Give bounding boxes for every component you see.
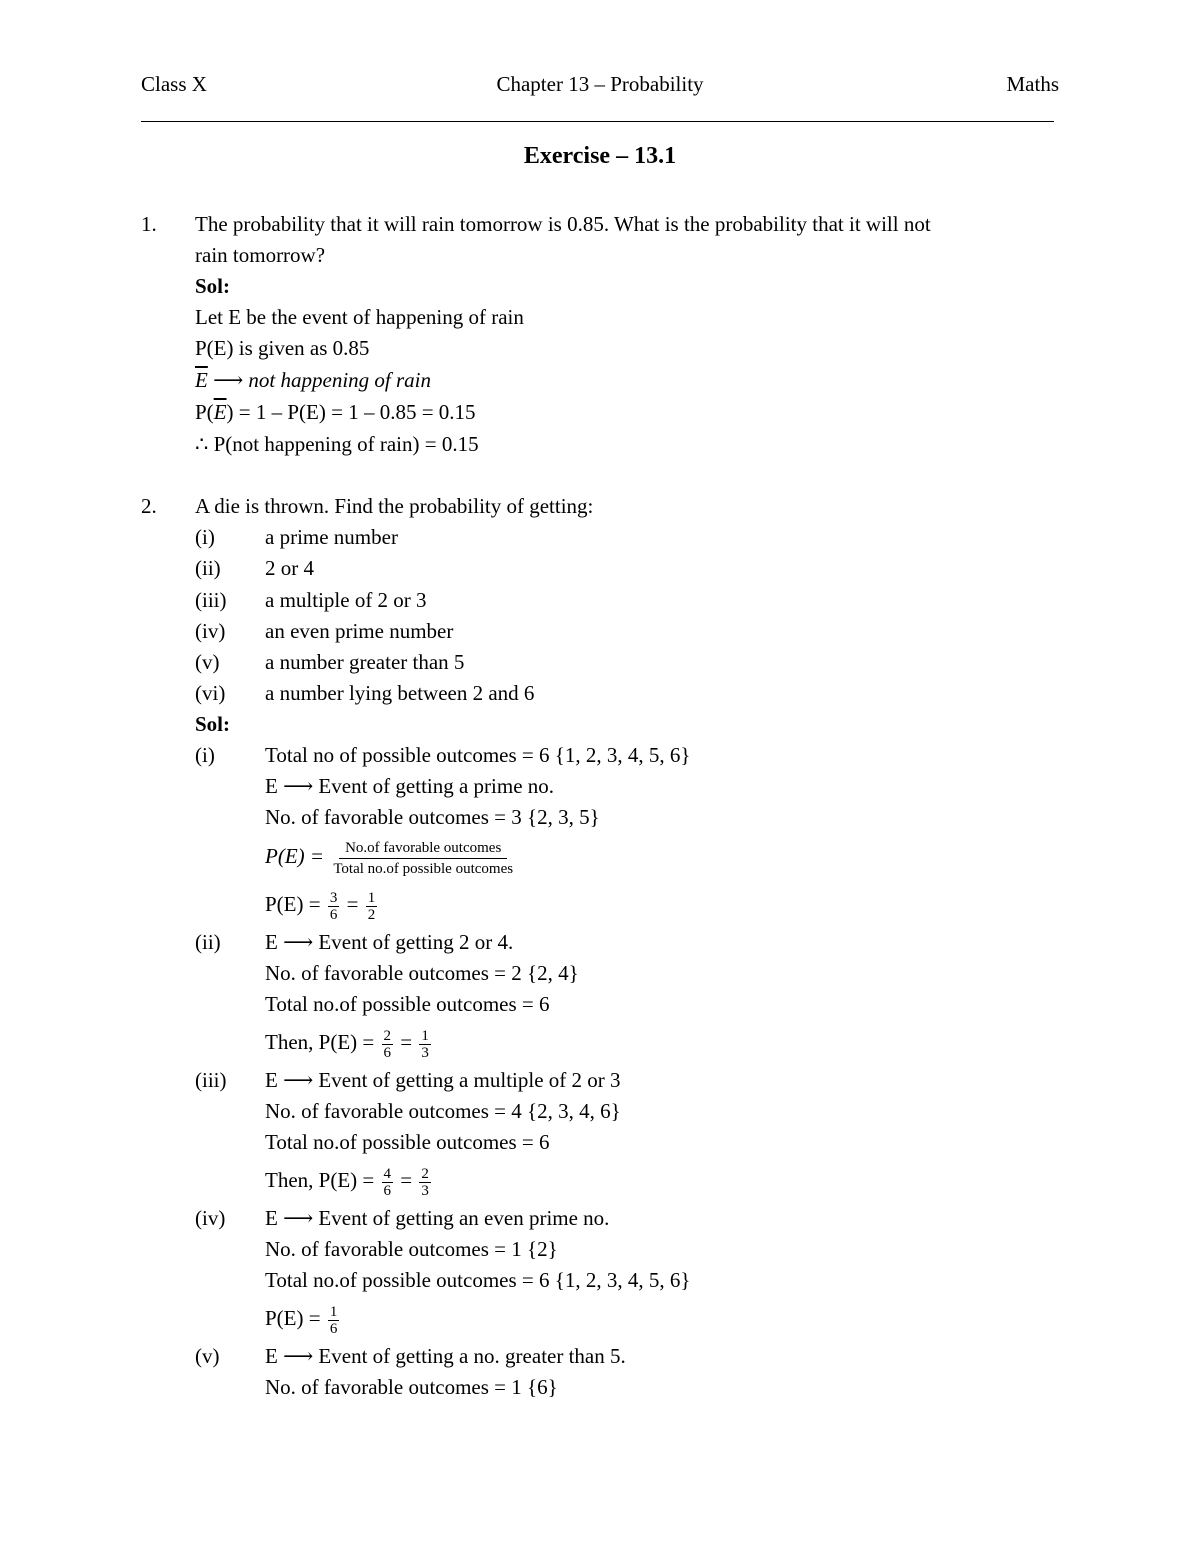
solution-text: P( bbox=[195, 400, 214, 424]
option-label: (iv) bbox=[195, 619, 226, 643]
solution-label: Sol: bbox=[195, 712, 231, 736]
fraction bbox=[382, 1166, 394, 1199]
numerator: No.of favorable outcomes bbox=[339, 838, 507, 859]
fraction bbox=[331, 838, 515, 879]
numerator: 2 bbox=[421, 1165, 429, 1182]
solution-line: No. of favorable outcomes = 3 {2, 3, 5} bbox=[265, 805, 600, 829]
solution-line: P(E) is given as 0.85 bbox=[195, 336, 370, 360]
exercise-title: Exercise – 13.1 bbox=[523, 143, 677, 169]
fraction bbox=[382, 1028, 394, 1061]
option-text: a number greater than 5 bbox=[265, 650, 465, 674]
option-text: a multiple of 2 or 3 bbox=[265, 588, 427, 612]
option-text: an even prime number bbox=[265, 619, 454, 643]
question-text: The probability that it will rain tomorrow is 0.85. What is the probability that it will not bbox=[195, 212, 931, 236]
numerator: 4 bbox=[383, 1165, 391, 1182]
part-label: (i) bbox=[195, 743, 215, 767]
solution-line: Let E be the event of happening of rain bbox=[195, 305, 524, 329]
result-line bbox=[265, 1160, 433, 1200]
solution-line bbox=[195, 367, 431, 393]
question-number: 1. bbox=[141, 212, 157, 236]
denominator: 6 bbox=[383, 1044, 391, 1061]
option-label: (i) bbox=[195, 525, 215, 549]
fraction bbox=[328, 1304, 340, 1337]
header-rule bbox=[141, 121, 1054, 122]
solution-line: Total no.of possible outcomes = 6 {1, 2, 3, 4, 5, 6} bbox=[265, 1268, 691, 1292]
denominator: 3 bbox=[421, 1182, 429, 1199]
fraction bbox=[419, 1028, 431, 1061]
equals: = bbox=[395, 1030, 418, 1054]
denominator: 6 bbox=[329, 906, 338, 923]
solution-line: No. of favorable outcomes = 1 {2} bbox=[265, 1237, 558, 1261]
result-prefix: Then, P(E) = bbox=[265, 1168, 380, 1192]
e-bar: $\overline{E}$ bbox=[213, 400, 227, 424]
solution-line: E ⟶ Event of getting a multiple of 2 or 3 bbox=[265, 1068, 621, 1092]
solution-line: E ⟶ Event of getting 2 or 4. bbox=[265, 930, 514, 954]
solution-line: E ⟶ Event of getting a prime no. bbox=[265, 774, 555, 798]
option-label: (v) bbox=[195, 650, 220, 674]
option-text: a prime number bbox=[265, 525, 398, 549]
equals: = bbox=[341, 892, 364, 916]
question-text: A die is thrown. Find the probability of getting: bbox=[195, 494, 594, 518]
solution-line: Total no of possible outcomes = 6 {1, 2, 3, 4, 5, 6} bbox=[265, 743, 691, 767]
result-line bbox=[265, 1298, 341, 1338]
option-label: (iii) bbox=[195, 588, 227, 612]
result-line bbox=[265, 884, 379, 924]
numerator: 3 bbox=[329, 889, 338, 906]
option-text: 2 or 4 bbox=[265, 556, 314, 580]
part-label: (iii) bbox=[195, 1068, 227, 1092]
result-prefix: P(E) = bbox=[265, 892, 326, 916]
part-label: (v) bbox=[195, 1344, 220, 1368]
fraction bbox=[419, 1166, 431, 1199]
solution-label: Sol: bbox=[195, 274, 231, 298]
header-subject: Maths bbox=[1006, 72, 1059, 96]
numerator: 1 bbox=[421, 1027, 429, 1044]
solution-line: E ⟶ Event of getting a no. greater than 5. bbox=[265, 1344, 626, 1368]
result-prefix: Then, P(E) = bbox=[265, 1030, 380, 1054]
denominator: 2 bbox=[367, 906, 376, 923]
solution-text: ⟶ not happening of rain bbox=[207, 368, 432, 392]
denominator: 3 bbox=[421, 1044, 429, 1061]
option-label: (vi) bbox=[195, 681, 226, 705]
numerator: 1 bbox=[367, 889, 376, 906]
option-text: a number lying between 2 and 6 bbox=[265, 681, 535, 705]
header-class: Class X bbox=[141, 72, 207, 96]
formula-lhs: P(E) = bbox=[265, 844, 330, 868]
denominator: 6 bbox=[383, 1182, 391, 1199]
equals: = bbox=[395, 1168, 418, 1192]
fraction bbox=[366, 890, 378, 923]
fraction bbox=[328, 890, 340, 923]
solution-line: No. of favorable outcomes = 1 {6} bbox=[265, 1375, 558, 1399]
question-text: rain tomorrow? bbox=[195, 243, 326, 267]
e-bar: $\overline{E}$ bbox=[195, 368, 208, 392]
solution-line: E ⟶ Event of getting an even prime no. bbox=[265, 1206, 610, 1230]
solution-line: No. of favorable outcomes = 4 {2, 3, 4, 6} bbox=[265, 1099, 621, 1123]
numerator: 2 bbox=[383, 1027, 391, 1044]
result-line bbox=[265, 1022, 433, 1062]
question-number: 2. bbox=[141, 494, 157, 518]
solution-line bbox=[195, 399, 476, 425]
result-prefix: P(E) = bbox=[265, 1306, 326, 1330]
solution-line: Total no.of possible outcomes = 6 bbox=[265, 1130, 550, 1154]
denominator: 6 bbox=[329, 1320, 338, 1337]
denominator: Total no.of possible outcomes bbox=[333, 860, 514, 877]
option-label: (ii) bbox=[195, 556, 221, 580]
numerator: 1 bbox=[329, 1303, 338, 1320]
formula-line bbox=[265, 836, 517, 879]
solution-line: ∴ P(not happening of rain) = 0.15 bbox=[195, 432, 479, 456]
solution-text: ) = 1 – P(E) = 1 – 0.85 = 0.15 bbox=[226, 400, 476, 424]
solution-line: No. of favorable outcomes = 2 {2, 4} bbox=[265, 961, 579, 985]
part-label: (ii) bbox=[195, 930, 221, 954]
part-label: (iv) bbox=[195, 1206, 226, 1230]
solution-line: Total no.of possible outcomes = 6 bbox=[265, 992, 550, 1016]
header-chapter: Chapter 13 – Probability bbox=[496, 72, 704, 96]
